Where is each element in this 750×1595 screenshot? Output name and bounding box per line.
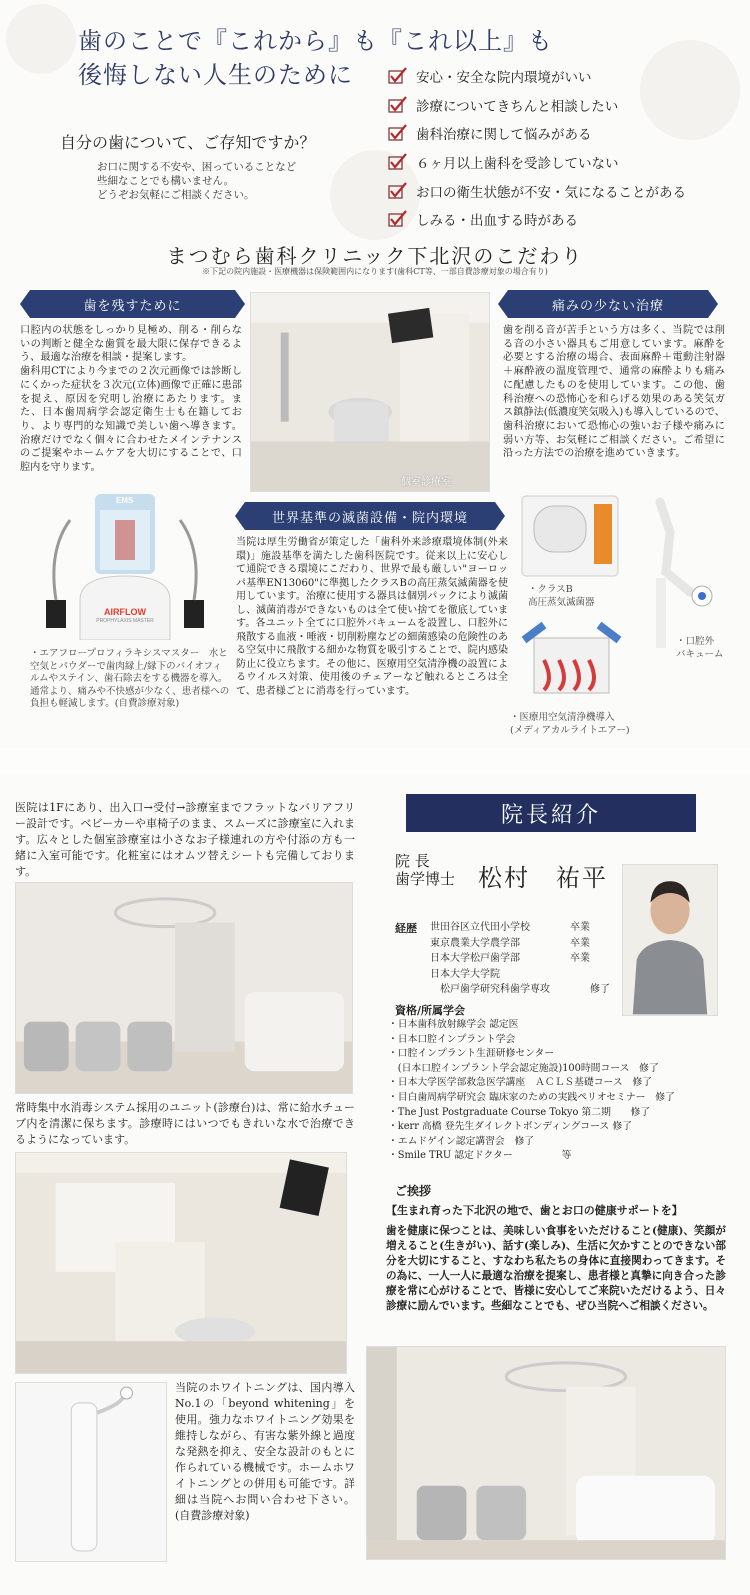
vacuum-caption: ・口腔外 バキューム [676, 636, 724, 660]
private-room-caption: 個室診療室 [401, 477, 451, 488]
membership-item: ・日本大学医学部救急医学講座 ＡＣＬＳ基礎コース 修了 [388, 1077, 653, 1089]
hero-note-line: 些細なことでも構いません。 [97, 175, 235, 187]
career-school: 日本大学松戸歯学部 [430, 953, 520, 964]
hero-title-line2: 後悔しない人生のために [78, 61, 353, 89]
director-banner: 院長紹介 [406, 794, 696, 832]
checklist-item [388, 148, 728, 177]
hero-question: 自分の歯について、ご存知ですか？ [60, 133, 316, 152]
unit-text: 常時集中水消毒システム採用のユニット(診療台)は、常に給水チューブ内を清潔に保ちます。診療時にはいつでもきれいな水で治療できるようになっています。 [15, 1101, 355, 1146]
career-status: 修了 [590, 984, 610, 995]
hero-note [97, 160, 296, 202]
airflow-caption: ・エアフロープロフィラキシスマスター 水と空気とパウダーで歯肉縁上/縁下のバイオフィルムやステイン、歯石除去をする機器を導入。通常より、痛みや不快感が少なく、患者様への負担も軽減します。(自費診療対象) [30, 648, 230, 709]
career-school: 世田谷区立代田小学校 [430, 922, 530, 933]
career-item [430, 920, 620, 936]
career-item [430, 936, 620, 952]
hero-note-line: どうぞお気軽にご相談ください。 [97, 189, 255, 201]
checkbox-checked-icon [388, 155, 406, 169]
checklist-item-label: しみる・出血する時がある [416, 213, 578, 230]
greeting-label: ご挨拶 [395, 1184, 432, 1198]
career-item [430, 982, 620, 998]
membership-item: ・Smile TRU 認定ドクター 等 [388, 1150, 572, 1162]
career-status: 卒業 [570, 922, 590, 933]
waiting-room-photo [366, 1346, 726, 1560]
airflow-machine-image [40, 490, 210, 640]
career-item [430, 967, 620, 983]
section-heading-painless: 痛みの少ない治療 [508, 290, 708, 318]
membership-item: ・kerr 高橋 登先生ダイレクトボンディングコース 修了 [388, 1121, 632, 1133]
treatment-room-photo [15, 1152, 347, 1374]
section-text-sterilize: 当院は厚生労働省が策定した「歯科外来診療環境体制(外来環)」施設基準を満たした歯科医院です。従来以上に安心して通院できる環境にこだわり、世界で最も厳しい"ヨーロッパ基準EN13060"に準拠したクラスBの高圧蒸気滅菌器を使用しています。治療に使用する器具は個別パックにより滅菌し、滅菌消毒ができないものは全て使い捨てを徹底しています。各ユニット全てに口腔外バキュームを設置し、口腔外に飛散する血液・唾液・切削粉塵などの細菌感染の危険性のある空気中に飛散する細かな物質を吸引することで、院内感染防止に役立ちます。その他に、医療用空気清浄機の設置によるウイルス対策、使用後のチェアーなど触れるところは全て、患者様ごとに消毒を行っています。 [236, 537, 508, 697]
membership-item: (日本口腔インプラント学会認定施設)100時間コース 修了 [388, 1062, 659, 1074]
section-heading-sterilize: 世界基準の滅菌設備・院内環境 [245, 502, 495, 530]
clinic-note: ※下記の院内施設・医療機器は保険範囲内になります(歯科CT等、一部自費診療対象の場合有り) [202, 267, 548, 276]
facility-text: 医院は1Fにあり、出入口→受付→診療室までフラットなバリアフリー設計です。ベビーカーや車椅子のまま、スムーズに診療室に入れます。広々とした個室診療室は小さなお子様連れの方や付添の方も一緒に入室可能です。化粧室にはオムツ替えシートも完備しております。 [15, 801, 355, 878]
director-role [395, 852, 455, 888]
airflow-device-label: EMS [116, 496, 134, 505]
reception-photo [15, 882, 353, 1094]
checklist-item [388, 91, 728, 120]
whitening-text: 当院のホワイトニングは、国内導入No.1の「beyond whitening」を使用。強力なホワイトニング効果を維持しながら、有害な紫外線と過度な発熱を抑え、安全な設計のもとに作られている機械です。ホームホワイトニングとの併用も可能です。詳細は当院へお問い合わせ下さい。(自費診療対象) [175, 1381, 355, 1522]
hero-title-line1: 歯のことで『これから』も『これ以上』も [78, 27, 553, 55]
director-role-title: 院 長 [395, 852, 430, 870]
membership-item: ・エムドゲイン認定講習会 修了 [388, 1135, 535, 1147]
checklist-item-label: ６ヶ月以上歯科を受診していない [416, 156, 619, 173]
autoclave-image [520, 492, 620, 580]
membership-item: ・日本口腔インプラント学会 [388, 1033, 516, 1045]
airflow-brand-label: AIRFLOW [104, 607, 146, 617]
membership-item: ・目白歯周病学研究会 臨床家のための実践ペリオセミナー 修了 [388, 1091, 675, 1103]
checklist-item-label: 診療についてきちんと相談したい [416, 98, 619, 115]
section-text-paragraph: 歯科用CTにより今までの２次元画像では診断しにくかった症状を３次元(立体)画像で正確に患部を捉え、原因を究明し治療にあたります。また、日本歯周病学会認定衛生士も在籍しており、より専門的な知識で美しい歯へ導きます。治療だけでなく個々に合わせたメインテナンスのご提案やホームケアを大切にすることで、口腔内を守ります。 [20, 366, 242, 474]
director-role-degree: 歯学博士 [395, 870, 456, 888]
greeting-lead: 【生まれ育った下北沢の地で、歯とお口の健康サポートを】 [386, 1204, 683, 1217]
career-school: 東京農業大学農学部 [430, 937, 520, 949]
section-text-paragraph: 口腔内の状態をしっかり見極め、削る・削らないの判断と健全な歯質を最大限に保存できるよう、最適な治療を相談・提案します。 [20, 325, 242, 364]
membership-list [388, 1018, 738, 1164]
checklist-item-label: お口の衛生状態が不安・気になることがある [416, 184, 686, 201]
checkbox-checked-icon [388, 98, 406, 112]
membership-item: ・日本歯科放射線学会 認定医 [388, 1019, 519, 1030]
greeting-text: 歯を健康に保つことは、美味しい食事をいただけること(健康)、笑顔が増えること(生きがい)、話す(楽しみ)、生活に欠かすことのできない部分を大切にすること、すなわち私たちの身体に直接関わってきます。その為に、一人一人に最適な治療を提案し、患者様と真摯に向き合った診療を常に心がけることで、皆様に安心してご来院いただけるよう、日々診療に励んでいます。些細なことでも、ぜひ当院へご相談ください。 [386, 1225, 726, 1312]
checklist-item [388, 119, 728, 148]
checklist-item-label: 安心・安全な院内環境がいい [416, 70, 592, 87]
checkbox-checked-icon [388, 126, 406, 140]
director-name: 松村 祐平 [478, 864, 608, 892]
checklist-item [388, 205, 728, 234]
career-school: 松戸歯学研究科歯学専攻 [430, 984, 550, 995]
director-portrait [622, 864, 718, 1016]
autoclave-caption: ・クラスB 高圧蒸気滅菌器 [528, 584, 595, 608]
checklist [388, 62, 728, 234]
career-list [430, 920, 620, 998]
section-heading-preserve: 歯を残すために [30, 290, 235, 318]
private-room-photo [250, 292, 490, 492]
page-divider [0, 748, 750, 774]
checkbox-checked-icon [388, 184, 406, 198]
section-text-painless: 歯を削る音が苦手という方は多く、当院では削る音の小さい器具もご用意しています。麻酔を必要とする治療の場合、表面麻酔＋電動注射器＋麻酔液の温度管理で、通常の麻酔よりも痛みに配慮したものを使用しています。この他、歯科治療への恐怖心を和らげる効果のある笑気ガス鎮静法(低濃度笑気吸入)も導入しているので、歯科治療において恐怖心の強いお子様や痛みに弱い方等、お気軽にご相談ください。ご希望に沿った方法での治療を進めていきます。 [503, 325, 725, 460]
airflow-brand-sublabel: PROPHYLAXIS MASTER [96, 618, 154, 624]
decor-circle [6, 4, 76, 74]
career-label: 経歴 [395, 922, 417, 935]
extraoral-vacuum-image [630, 492, 720, 652]
air-purifier-image [514, 620, 629, 706]
checkbox-checked-icon [388, 212, 406, 226]
career-item [430, 951, 620, 967]
section-text-preserve [20, 324, 242, 475]
hero-note-line: お口に関する不安や、困っていることなど [97, 161, 297, 173]
purifier-caption: ・医療用空気清浄機導入 (メディアカルライトエアー) [510, 712, 630, 736]
checklist-item [388, 176, 728, 205]
checkbox-checked-icon [388, 69, 406, 83]
career-status: 卒業 [570, 953, 590, 964]
checklist-item [388, 62, 728, 91]
membership-item: ・口腔インプラント生涯研修センター [388, 1048, 555, 1060]
checklist-item-label: 歯科治療に関して悩みがある [416, 127, 592, 144]
career-school: 日本大学大学院 [430, 968, 500, 980]
membership-label: 資格/所属学会 [395, 1004, 466, 1017]
career-status: 卒業 [570, 937, 590, 949]
clinic-title: まつむら歯科クリニック下北沢のこだわり [166, 244, 584, 268]
membership-item: ・The Just Postgraduate Course Tokyo 第二期 修了 [388, 1106, 651, 1118]
whitening-device-image [15, 1382, 167, 1562]
